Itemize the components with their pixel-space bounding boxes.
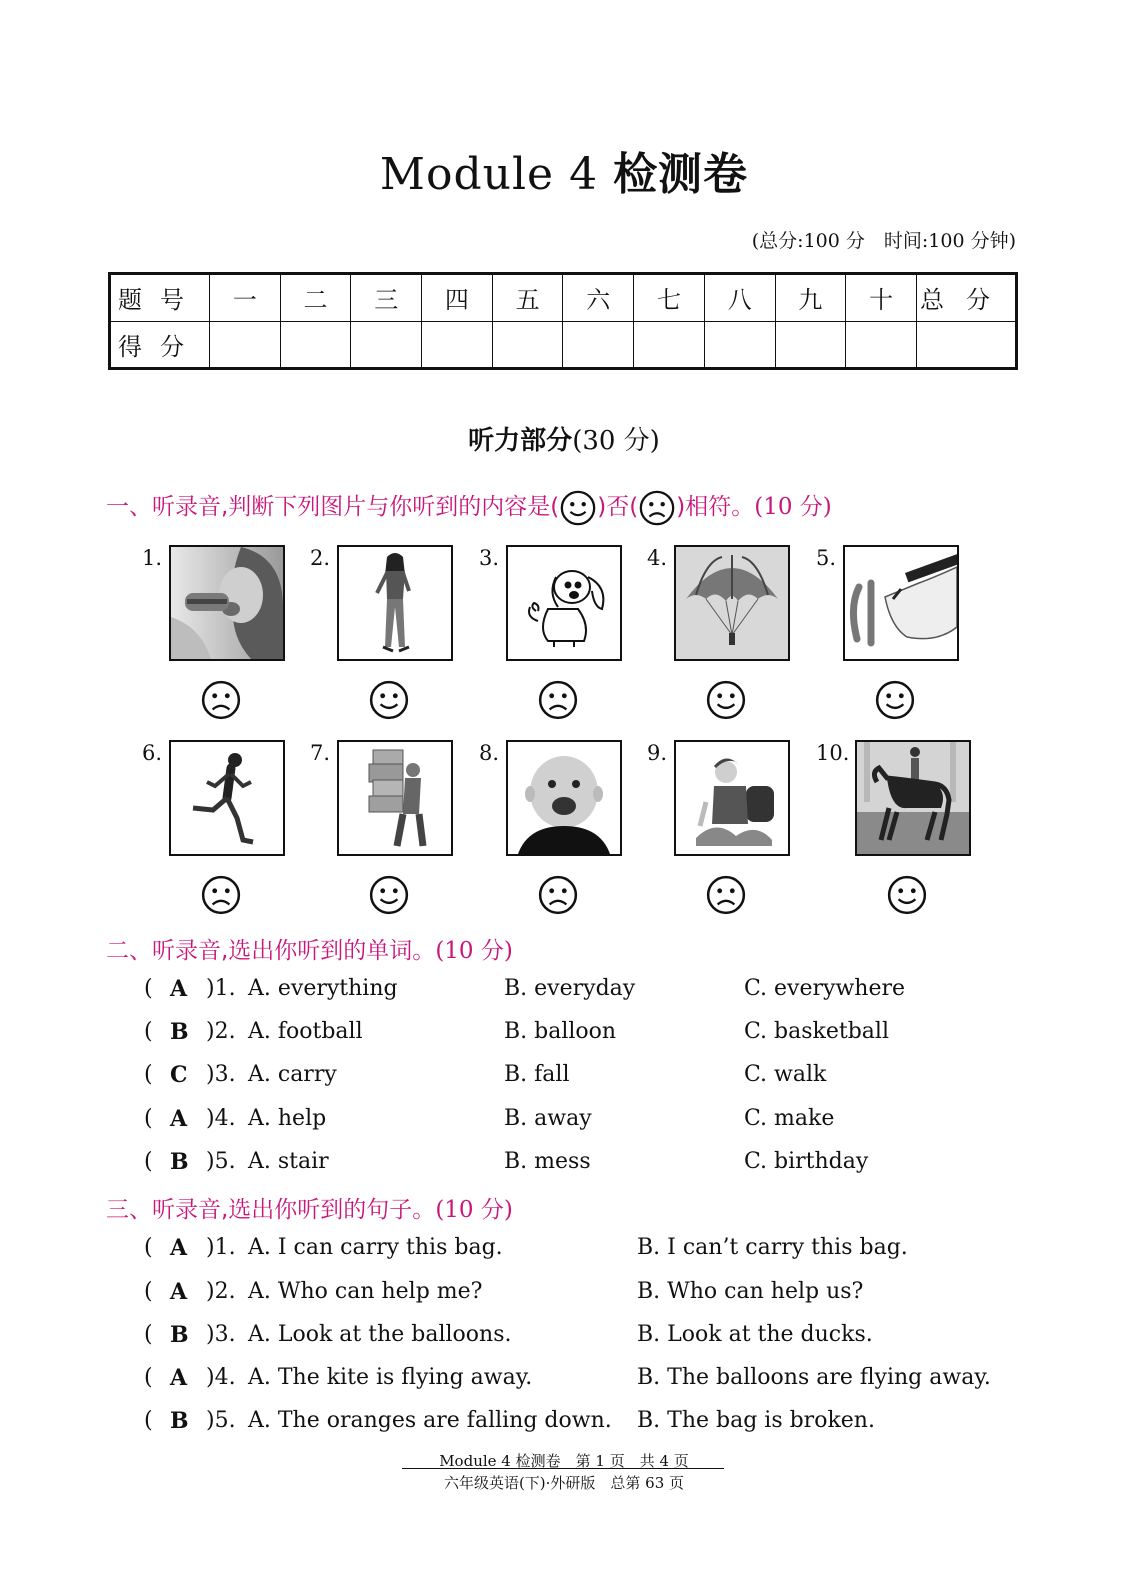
item-number: )4. <box>206 1106 236 1131</box>
section-2-title: 二、听录音,选出你听到的单词。 <box>106 938 436 964</box>
item-number: 4. <box>647 546 668 570</box>
list-item: ( <box>144 1322 153 1347</box>
col-3: 三 <box>351 274 422 322</box>
item-number: )5. <box>206 1149 236 1174</box>
col-6: 六 <box>563 274 634 322</box>
sad-face-icon <box>537 679 579 721</box>
smiley-face-icon <box>874 679 916 721</box>
puppy-drawing-icon <box>506 545 622 661</box>
col-total: 总分 <box>917 274 1017 322</box>
list-item: ( <box>144 1149 153 1174</box>
section-2-heading <box>106 932 513 965</box>
section-1-heading <box>106 488 832 527</box>
list-item: ( <box>144 976 153 1001</box>
boy-sitting-icon <box>674 740 790 856</box>
col-1: 一 <box>210 274 281 322</box>
option-a: A. Look at the balloons. <box>248 1322 512 1347</box>
option-a: A. help <box>248 1106 327 1131</box>
answer-value: A <box>170 976 188 1002</box>
list-item: ( <box>144 1279 153 1304</box>
item-number: 5. <box>816 546 837 570</box>
part-title-score: (30 分) <box>572 426 660 456</box>
list-item: ( <box>144 1106 153 1131</box>
answer-value: A <box>170 1365 188 1391</box>
score-cell[interactable] <box>704 321 775 369</box>
option-c: C. make <box>744 1106 835 1131</box>
score-cell[interactable] <box>563 321 634 369</box>
title-english: Module 4 <box>379 149 599 200</box>
smiley-face-icon <box>368 874 410 916</box>
score-cell[interactable] <box>775 321 846 369</box>
option-a: A. everything <box>248 976 398 1001</box>
col-8: 八 <box>704 274 775 322</box>
sad-face-icon <box>537 874 579 916</box>
col-5: 五 <box>492 274 563 322</box>
item-number: )4. <box>206 1365 236 1390</box>
hand-writing-icon <box>843 545 959 661</box>
list-item: ( <box>144 1062 153 1087</box>
runner-icon <box>169 740 285 856</box>
answer-value: B <box>170 1408 189 1434</box>
answer-value: B <box>170 1019 189 1045</box>
col-4: 四 <box>422 274 493 322</box>
option-c: C. birthday <box>744 1149 869 1174</box>
score-cell[interactable] <box>280 321 351 369</box>
title-chinese: 检测卷 <box>613 149 749 200</box>
list-item: ( <box>144 1365 153 1390</box>
score-table-header-row <box>110 274 1017 322</box>
score-cell[interactable] <box>917 321 1017 369</box>
option-a: A. I can carry this bag. <box>248 1235 503 1260</box>
row-label-score: 得分 <box>110 321 210 369</box>
item-number: 6. <box>142 741 163 765</box>
col-2: 二 <box>280 274 351 322</box>
smiley-face-icon <box>705 679 747 721</box>
listening-part-title <box>0 420 1128 457</box>
section-1-prefix: 一、听录音,判断下列图片与你听到的内容是( <box>106 494 560 520</box>
col-10: 十 <box>846 274 917 322</box>
option-a: A. Who can help me? <box>248 1279 483 1304</box>
item-number: 3. <box>479 546 500 570</box>
option-c: C. everywhere <box>744 976 906 1001</box>
option-b: B. Look at the ducks. <box>637 1322 873 1347</box>
list-item: ( <box>144 1019 153 1044</box>
option-b: B. mess <box>504 1149 591 1174</box>
item-number: )2. <box>206 1279 236 1304</box>
answer-value: B <box>170 1322 189 1348</box>
page-title <box>0 138 1128 202</box>
row-label-question: 题号 <box>110 274 210 322</box>
option-a: A. The kite is flying away. <box>248 1365 533 1390</box>
answer-value: C <box>170 1062 188 1088</box>
col-7: 七 <box>634 274 705 322</box>
score-cell[interactable] <box>492 321 563 369</box>
answer-value: B <box>170 1149 189 1175</box>
item-number: )3. <box>206 1322 236 1347</box>
list-item: ( <box>144 1408 153 1433</box>
score-table-score-row <box>110 321 1017 369</box>
score-cell[interactable] <box>846 321 917 369</box>
item-number: )1. <box>206 1235 236 1260</box>
option-b: B. The bag is broken. <box>637 1408 875 1433</box>
smiley-face-icon <box>368 679 410 721</box>
item-number: 7. <box>310 741 331 765</box>
option-b: B. Who can help us? <box>637 1279 864 1304</box>
man-carrying-boxes-icon <box>337 740 453 856</box>
laughing-baby-icon <box>506 740 622 856</box>
section-3-score: (10 分) <box>435 1197 513 1223</box>
section-3-title: 三、听录音,选出你听到的句子。 <box>106 1197 436 1223</box>
item-number: )1. <box>206 976 236 1001</box>
score-cell[interactable] <box>634 321 705 369</box>
smiley-face-icon <box>559 489 597 527</box>
score-table <box>108 272 1018 370</box>
option-b: B. everyday <box>504 976 636 1001</box>
sad-face-icon <box>705 874 747 916</box>
answer-value: A <box>170 1235 188 1261</box>
sad-face-icon <box>200 679 242 721</box>
option-c: C. basketball <box>744 1019 889 1044</box>
option-b: B. I can’t carry this bag. <box>637 1235 908 1260</box>
score-time-info: (总分:100 分 时间:100 分钟) <box>751 230 1016 252</box>
item-number: 8. <box>479 741 500 765</box>
section-1-mid: )否( <box>597 494 639 520</box>
list-item: ( <box>144 1235 153 1260</box>
sad-face-icon <box>638 489 676 527</box>
item-number: 1. <box>142 546 163 570</box>
smiley-face-icon <box>886 874 928 916</box>
footer-book-info: 六年级英语(下)·外研版 总第 63 页 <box>443 1474 685 1492</box>
answer-value: A <box>170 1279 188 1305</box>
answer-value: A <box>170 1106 188 1132</box>
option-a: A. carry <box>248 1062 337 1087</box>
section-1-score: (10 分) <box>754 494 832 520</box>
section-1-suffix: )相符。 <box>676 494 755 520</box>
woman-standing-icon <box>337 545 453 661</box>
score-cell[interactable] <box>210 321 281 369</box>
option-a: A. stair <box>248 1149 329 1174</box>
option-b: B. The balloons are flying away. <box>637 1365 991 1390</box>
score-cell[interactable] <box>422 321 493 369</box>
option-b: B. away <box>504 1106 592 1131</box>
item-number: 2. <box>310 546 331 570</box>
section-3-heading <box>106 1191 513 1224</box>
score-cell[interactable] <box>351 321 422 369</box>
item-number: )5. <box>206 1408 236 1433</box>
item-number: 9. <box>647 741 668 765</box>
option-b: B. fall <box>504 1062 570 1087</box>
section-2-score: (10 分) <box>435 938 513 964</box>
col-9: 九 <box>775 274 846 322</box>
option-a: A. The oranges are falling down. <box>248 1408 612 1433</box>
item-number: )3. <box>206 1062 236 1087</box>
item-number: )2. <box>206 1019 236 1044</box>
parachute-icon <box>674 545 790 661</box>
woman-eating-icon <box>169 545 285 661</box>
option-c: C. walk <box>744 1062 827 1087</box>
option-a: A. football <box>248 1019 363 1044</box>
horse-rider-icon <box>855 740 971 856</box>
sad-face-icon <box>200 874 242 916</box>
option-b: B. balloon <box>504 1019 617 1044</box>
footer-divider <box>402 1468 724 1469</box>
part-title-text: 听力部分 <box>468 426 573 456</box>
footer-page-info: Module 4 检测卷 第 1 页 共 4 页 <box>439 1452 689 1470</box>
item-number: 10. <box>816 741 850 765</box>
